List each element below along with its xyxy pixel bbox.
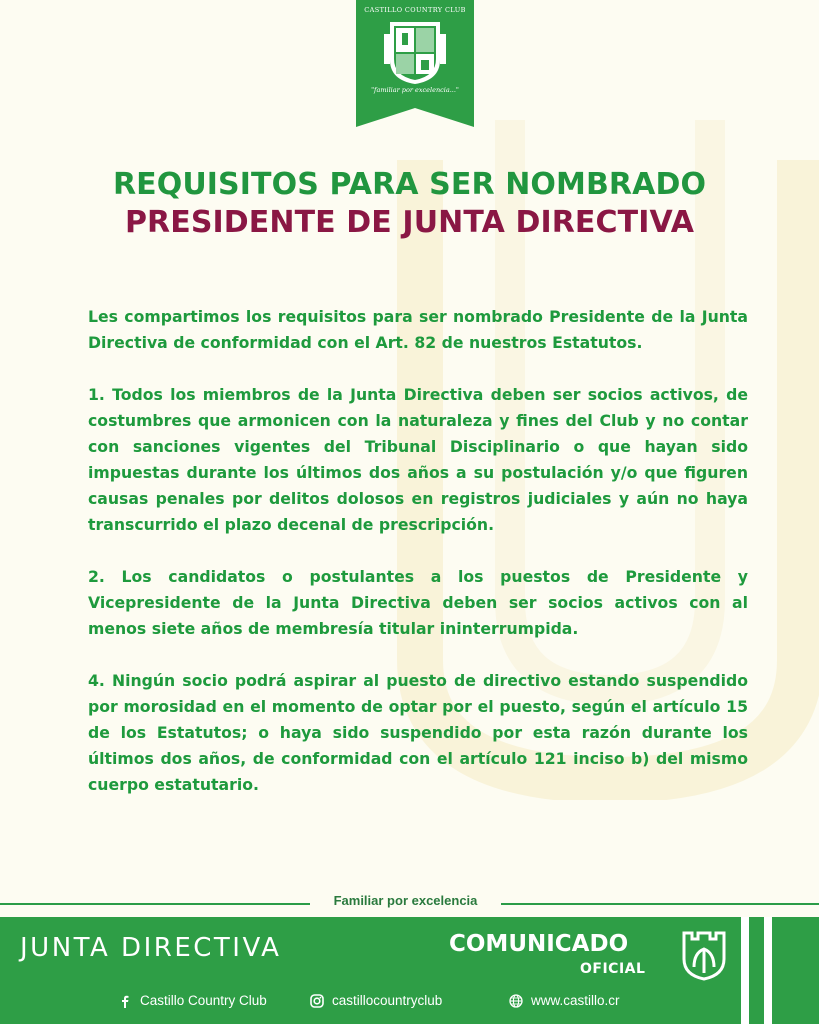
title-line-1: REQUISITOS PARA SER NOMBRADO [112,167,707,202]
social-website[interactable] [509,993,620,1008]
website-label: www.castillo.cr [531,993,620,1008]
comunicado-label: COMUNICADO [449,931,629,957]
tagline-divider [0,893,819,913]
castle-crest-icon [680,929,728,981]
requirement-2: 2. Los candidatos o postulantes a los puestos de Presidente y Vicepresidente de la Junta Directiva deben ser socios activos con al menos siete años de membresía titular ininterrumpida. [88,567,748,638]
globe-icon [509,994,523,1008]
intro-paragraph: Les compartimos los requisitos para ser nombrado Presidente de la Junta Directiva de conformidad con el Art. 82 de nuestros Estatutos. [88,307,748,352]
footer-stripe [764,917,772,1024]
title-line-2: PRESIDENTE DE JUNTA DIRECTIVA [124,205,695,240]
instagram-icon [310,994,324,1008]
facebook-label: Castillo Country Club [140,993,267,1008]
social-instagram[interactable] [310,993,442,1008]
footer-tagline: Familiar por excelencia [333,893,478,908]
oficial-label: OFICIAL [580,961,646,977]
instagram-label: castillocountryclub [332,993,443,1008]
divider-line-right [501,903,819,905]
requirement-1: 1. Todos los miembros de la Junta Directiva deben ser socios activos, de costumbres que armonicen con la naturaleza y fines del Club y no contar con sanciones vigentes del Tribunal Disciplinario o que hayan sido impuestas durante los últimos dos años a su postulación y/o que figuren causas penales por delitos dolosos en registros judiciales y aún no haya transcurrido el plazo decenal de prescripción. [88,385,748,534]
facebook-icon [118,994,132,1008]
junta-directiva-label: JUNTA DIRECTIVA [20,933,282,963]
footer-stripe [741,917,749,1024]
social-facebook[interactable] [118,993,267,1008]
requirement-4: 4. Ningún socio podrá aspirar al puesto de directivo estando suspendido por morosidad en el momento de optar por el puesto, según el artículo 15 de los Estatutos; o haya sido suspendido por esta razón durante los últimos dos años, de conformidad con el artículo 121 inciso b) del mismo cuerpo estatutario. [88,671,748,794]
club-name: CASTILLO COUNTRY CLUB [364,6,466,14]
footer [0,917,819,1024]
club-logo-banner [356,0,474,127]
divider-line-left [0,903,310,905]
club-tagline: "familiar por excelencia..." [371,86,459,94]
body-text [88,304,748,824]
